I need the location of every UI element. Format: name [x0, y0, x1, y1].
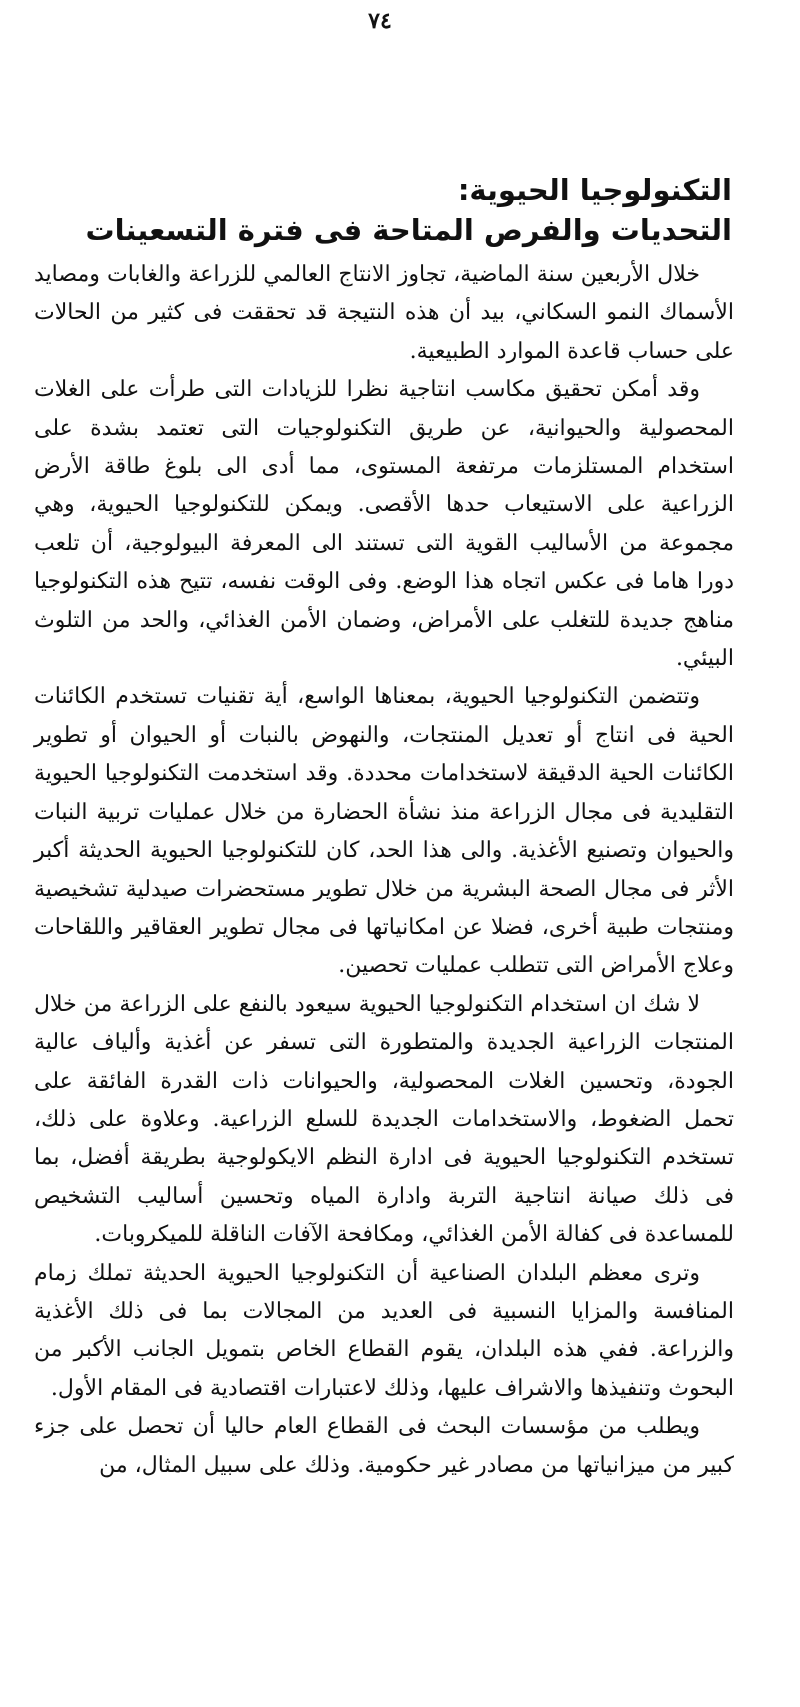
- paragraph: خلال الأربعين سنة الماضية، تجاوز الانتاج العالمي للزراعة والغابات ومصايد الأسماك النمو السكاني، بيد أن هذه النتيجة قد تحققت فى كثير من الحالات على حساب قاعدة الموارد الطبيعية.: [34, 262, 734, 364]
- page-number: ٧٤: [368, 8, 392, 34]
- heading-title: التكنولوجيا الحيوية:: [457, 173, 732, 207]
- paragraph: وقد أمكن تحقيق مكاسب انتاجية نظرا للزيادات التى طرأت على الغلات المحصولية والحيوانية، عن طريق التكنولوجيات التى تعتمد بشدة على استخدام المستلزمات مرتفعة المستوى، مما أدى الى بلوغ طاقة الأرض الزراعية على الاستيعاب حدها الأقصى. ويمكن للتكنولوجيا الحيوية، وهي مجموعة من الأساليب القوية التى تستند الى المعرفة البيولوجية، أن تلعب دورا هاما فى عكس اتجاه هذا الوضع. وفى الوقت نفسه، تتيح هذه التكنولوجيا مناهج جديدة للتغلب على الأمراض، وضمان الأمن الغذائي، والحد من التلوث البيئي.: [34, 377, 734, 672]
- body-text: [34, 256, 734, 1485]
- paragraph: لا شك ان استخدام التكنولوجيا الحيوية سيعود بالنفع على الزراعة من خلال المنتجات الزراعية الجديدة والمتطورة التى تسفر عن أغذية وألياف عالية الجودة، وتحسين الغلات المحصولية، والحيوانات ذات القدرة الفائقة على تحمل الضغوط، والاستخدامات الجديدة للسلع الزراعية. وعلاوة على ذلك، تستخدم التكنولوجيا الحيوية فى ادارة النظم الايكولوجية بطريقة أفضل، بما فى ذلك صيانة انتاجية التربة وادارة المياه وتحسين أساليب التشخيص للمساعدة فى كفالة الأمن الغذائي، ومكافحة الآفات الناقلة للميكروبات.: [34, 991, 735, 1248]
- paragraph: ويطلب من مؤسسات البحث فى القطاع العام حاليا أن تحصل على جزء كبير من ميزانياتها من مصادر غير حكومية. وذلك على سبيل المثال، من: [34, 1414, 734, 1478]
- heading-subtitle: التحديات والفرص المتاحة فى فترة التسعينات: [85, 213, 732, 247]
- section-heading: [32, 170, 732, 250]
- paragraph: وتتضمن التكنولوجيا الحيوية، بمعناها الواسع، أية تقنيات تستخدم الكائنات الحية فى انتاج أو تعديل المنتجات، والنهوض بالنبات أو الحيوان أو تطوير الكائنات الحية الدقيقة لاستخدامات محددة. وقد استخدمت التكنولوجيا الحيوية التقليدية فى مجال الزراعة منذ نشأة الحضارة من خلال عمليات تربية النبات والحيوان وتصنيع الأغذية. والى هذا الحد، كان للتكنولوجيا الحيوية الحديثة أكبر الأثر فى مجال الصحة البشرية من خلال تطوير مستحضرات صيدلية تشخيصية ومنتجات طبية أخرى، فضلا عن امكانياتها فى مجال تطوير العقاقير واللقاحات وعلاج الأمراض التى تتطلب عمليات تحصين.: [34, 684, 734, 979]
- paragraph: وترى معظم البلدان الصناعية أن التكنولوجيا الحيوية الحديثة تملك زمام المنافسة والمزايا النسبية فى العديد من المجالات بما فى ذلك الأغذية والزراعة. ففي هذه البلدان، يقوم القطاع الخاص بتمويل الجانب الأكبر من البحوث وتنفيذها والاشراف عليها، وذلك لاعتبارات اقتصادية فى المقام الأول.: [34, 1260, 734, 1401]
